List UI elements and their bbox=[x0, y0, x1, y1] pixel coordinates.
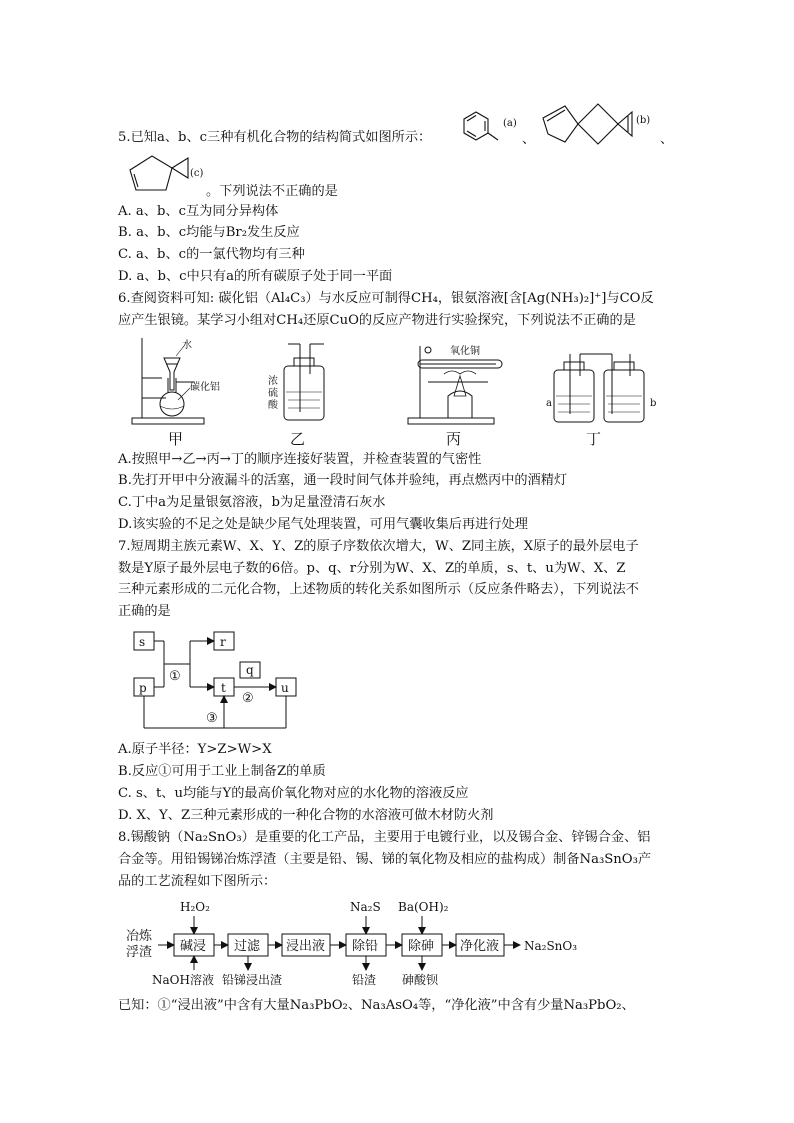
q6-apparatus bbox=[118, 334, 678, 430]
apparatus-ding bbox=[554, 354, 644, 422]
q5-label-b: (b) bbox=[636, 115, 651, 126]
q7-option-d: D. X、Y、Z三种元素形成的一种化合物的水溶液可做木材防火剂 bbox=[118, 808, 494, 823]
q5-structure-c bbox=[118, 150, 218, 196]
caption-bing: 丙 bbox=[446, 430, 462, 448]
node-p: p bbox=[139, 681, 147, 695]
node-s: s bbox=[139, 635, 146, 649]
apparatus-bing bbox=[408, 346, 502, 424]
q5-option-a: A. a、b、c互为同分异构体 bbox=[118, 204, 279, 219]
flow-na2s: Na₂S bbox=[350, 900, 381, 914]
flow-step-4: 除铅 bbox=[352, 939, 379, 954]
q5-option-b: B. a、b、c均能与Br₂发生反应 bbox=[118, 225, 300, 240]
toluene-ring bbox=[464, 112, 498, 140]
q7-line-4: 正确的是 bbox=[118, 604, 171, 619]
q5-label-a: (a) bbox=[503, 118, 517, 129]
q7-line-1: 7.短周期主族元素W、X、Y、Z的原子序数依次增大，W、Z同主族，X原子的最外层电子 bbox=[118, 539, 639, 554]
flow-step-2: 过滤 bbox=[234, 939, 261, 954]
label-b: b bbox=[650, 398, 657, 409]
label-acid-3: 酸 bbox=[268, 400, 278, 411]
caption-ding: 丁 bbox=[586, 430, 602, 448]
spiro-cyclopentene bbox=[130, 156, 188, 190]
spiro-diene bbox=[543, 104, 632, 144]
q6-option-a: A.按照甲→乙→丙→丁的顺序连接好装置，并检查装置的气密性 bbox=[118, 452, 482, 467]
flow-step-3: 浸出液 bbox=[286, 939, 326, 954]
q5-tail: 。下列说法不正确的是 bbox=[206, 184, 338, 199]
q6-line-2: 应产生银镜。某学习小组对CH₄还原CuO的反应产物进行实验探究，下列说法不正确的是 bbox=[118, 313, 636, 328]
q6-option-c: C.丁中a为足量银氨溶液，b为足量澄清石灰水 bbox=[118, 495, 386, 510]
apparatus-yi bbox=[284, 344, 324, 420]
q5-option-c: C. a、b、c的一氯代物均有三种 bbox=[118, 247, 305, 262]
q8-line-2: 合金等。用铅锡锑冶炼浮渣（主要是铅、锡、锑的氧化物及相应的盐构成）制备Na₃SnO₃产 bbox=[118, 852, 652, 867]
q8-line-3: 品的工艺流程如下图所示： bbox=[118, 874, 277, 889]
q6-option-d: D.该实验的不足之处是缺少尾气处理装置，可用气囊收集后再进行处理 bbox=[118, 517, 528, 532]
q5-stem: 5.已知a、b、c三种有机化合物的结构简式如图所示： bbox=[118, 130, 432, 145]
q7-option-c: C. s、t、u均能与Y的最高价氧化物对应的水化物的溶液反应 bbox=[118, 786, 469, 801]
node-u: u bbox=[281, 681, 289, 695]
caption-jia: 甲 bbox=[168, 430, 184, 448]
node-q: q bbox=[246, 663, 254, 677]
label-cuo: 氧化铜 bbox=[450, 346, 480, 357]
flow-step-6: 净化液 bbox=[460, 939, 500, 954]
q5-label-c: (c) bbox=[190, 168, 204, 179]
q5-structure-b bbox=[540, 100, 660, 148]
q5-separator-2: 、 bbox=[660, 132, 674, 147]
q8-process-flow bbox=[124, 896, 594, 988]
label-water: 水 bbox=[182, 340, 192, 351]
q7-line-3: 三种元素形成的二元化合物，上述物质的转化关系如图所示（反应条件略去），下列说法不 bbox=[118, 582, 639, 597]
step-1: ① bbox=[169, 669, 181, 684]
node-r: r bbox=[220, 635, 226, 649]
q5-structure-a bbox=[458, 104, 528, 148]
q8-known: 已知：①“浸出液”中含有大量Na₃PbO₂、Na₃AsO₄等，“净化液”中含有少量Na₃PbO₂、 bbox=[118, 998, 635, 1013]
q7-option-a: A.原子半径：Y>Z>W>X bbox=[118, 742, 272, 757]
q7-conversion-diagram bbox=[130, 628, 310, 736]
flow-product: Na₂SnO₃ bbox=[524, 939, 578, 953]
q8-line-1: 8.锡酸钠（Na₂SnO₃）是重要的化工产品，主要用于电镀行业，以及锡合金、锌锡合金、铝 bbox=[118, 830, 651, 845]
flow-h2o2: H₂O₂ bbox=[180, 900, 210, 914]
flow-step-1: 碱浸 bbox=[180, 939, 207, 954]
flow-baoh2: Ba(OH)₂ bbox=[398, 900, 449, 914]
flow-start-1: 冶炼 bbox=[126, 929, 153, 944]
q6-option-b: B.先打开甲中分液漏斗的活塞，通一段时间气体并验纯，再点燃丙中的酒精灯 bbox=[118, 473, 568, 488]
q7-option-b: B.反应①可用于工业上制备Z的单质 bbox=[118, 764, 326, 779]
flow-residue-2: 铅渣 bbox=[352, 973, 377, 987]
q7-line-2: 数是Y原子最外层电子数的6倍。p、q、r分别为W、X、Z的单质，s、t、u为W、X、Z bbox=[118, 561, 626, 576]
label-acid-2: 硫 bbox=[268, 388, 278, 399]
step-2: ② bbox=[242, 691, 254, 706]
flow-naoh: NaOH溶液 bbox=[152, 973, 214, 987]
flow-start-2: 浮渣 bbox=[126, 945, 153, 960]
label-al4c3: 碳化铝 bbox=[190, 382, 220, 393]
node-t: t bbox=[221, 681, 226, 695]
caption-yi: 乙 bbox=[290, 430, 306, 448]
label-acid-1: 浓 bbox=[268, 376, 278, 387]
apparatus-jia bbox=[132, 338, 204, 424]
q5-separator-1: 、 bbox=[522, 132, 536, 147]
step-3: ③ bbox=[206, 711, 218, 726]
label-a: a bbox=[546, 398, 552, 409]
flow-step-5: 除砷 bbox=[408, 939, 435, 954]
q6-line-1: 6.查阅资料可知: 碳化铝（Al₄C₃）与水反应可制得CH₄，银氨溶液[含[Ag(NH₃)₂]⁺]与CO反 bbox=[118, 291, 654, 306]
q5-option-d: D. a、b、c中只有a的所有碳原子处于同一平面 bbox=[118, 269, 393, 284]
flow-residue-3: 砷酸钡 bbox=[402, 973, 439, 987]
flow-residue-1: 铅锑浸出渣 bbox=[222, 973, 283, 987]
